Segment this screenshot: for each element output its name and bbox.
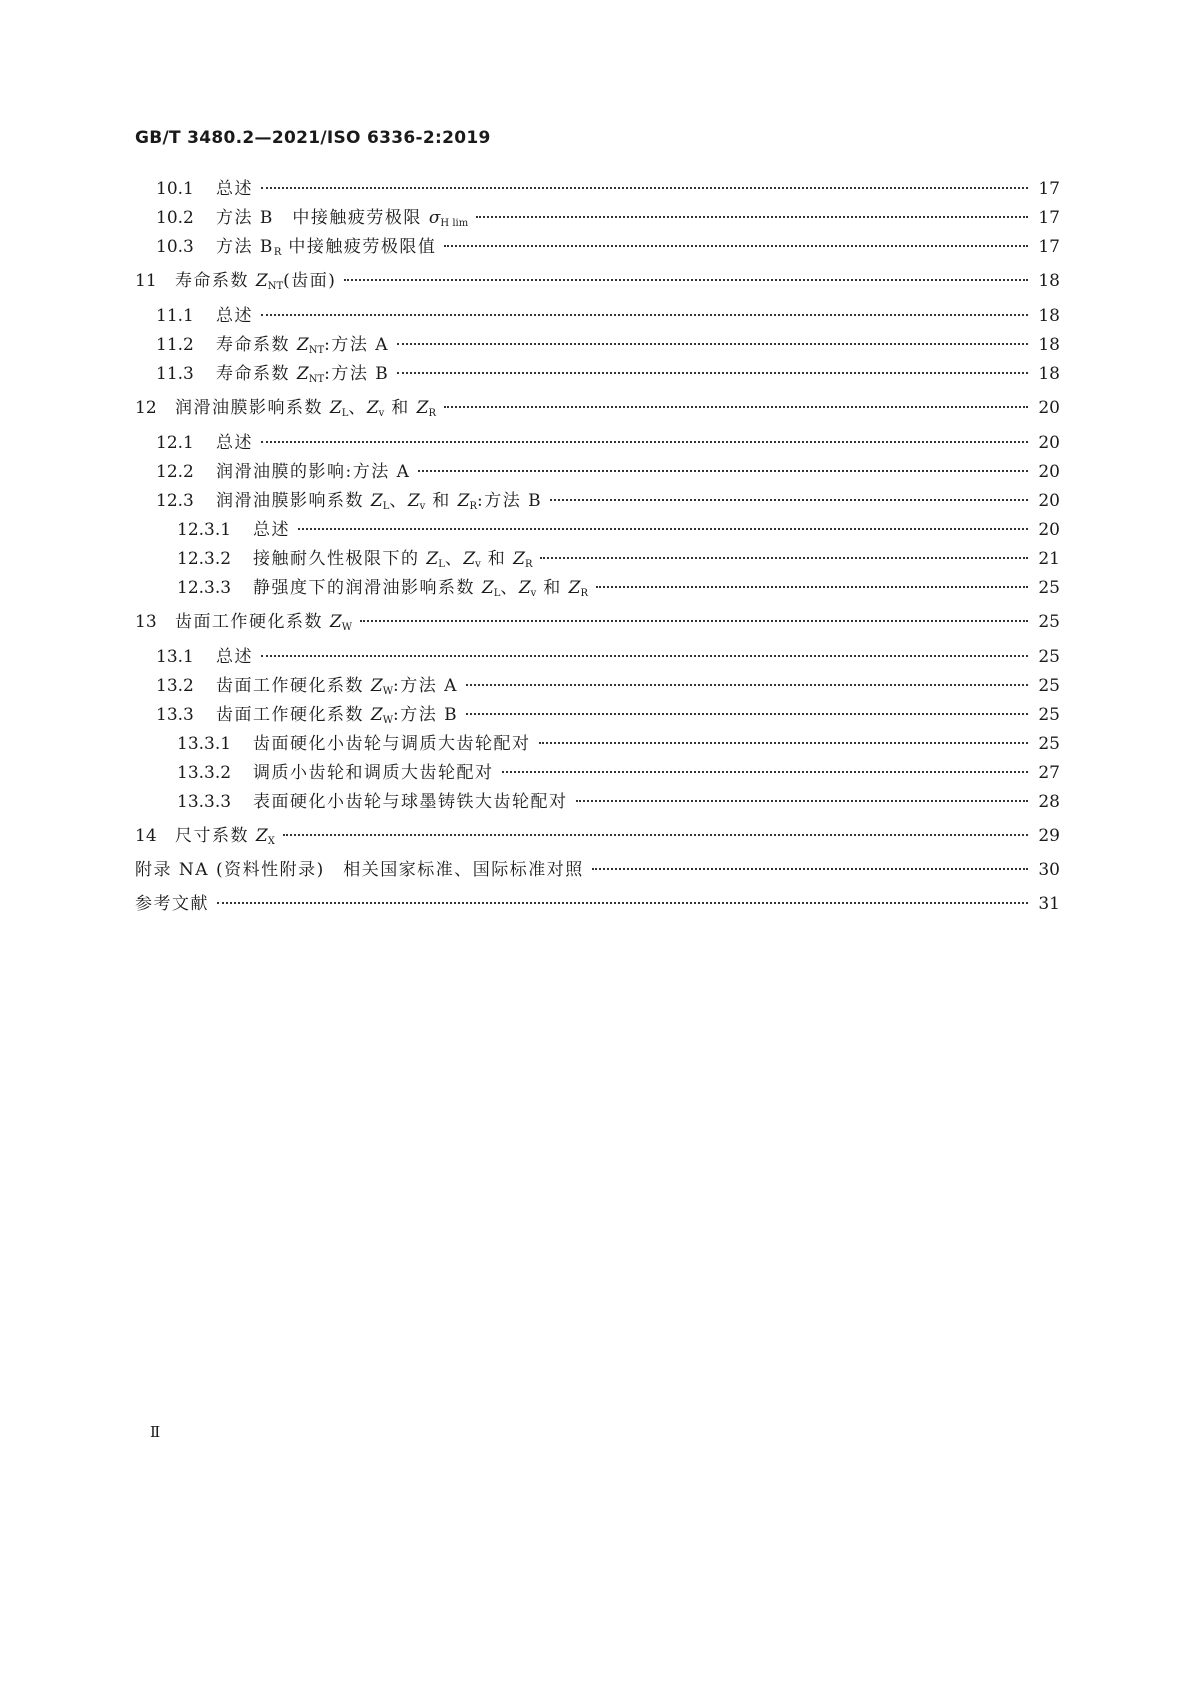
dot-leader — [397, 372, 1028, 374]
toc-page: 25 — [1038, 676, 1060, 696]
toc-number: 13.3.2 — [177, 763, 232, 783]
toc-number: 11 — [135, 271, 157, 291]
toc-page: 20 — [1038, 398, 1060, 418]
toc-title: 齿面工作硬化系数 $Z_W$:方法 B — [216, 705, 459, 726]
toc-number: 11.2 — [156, 335, 194, 355]
toc-entry[interactable] — [135, 490, 1060, 512]
toc-title: 方法 $B_R$ 中接触疲劳极限值 — [216, 237, 437, 258]
toc-entry[interactable] — [135, 548, 1060, 570]
toc-entry[interactable] — [135, 762, 1060, 784]
toc-page: 17 — [1038, 179, 1060, 199]
toc-entry[interactable] — [135, 893, 1060, 915]
toc-title: 齿面工作硬化系数 $Z_W$:方法 A — [216, 676, 458, 697]
dot-leader — [298, 528, 1028, 530]
dot-leader — [539, 742, 1029, 744]
toc-entry[interactable] — [135, 825, 1060, 847]
toc-page: 21 — [1038, 549, 1060, 569]
toc-page: 25 — [1038, 612, 1060, 632]
toc-number: 11.1 — [156, 306, 194, 326]
toc-title: 润滑油膜的影响:方法 A — [216, 462, 411, 482]
dot-leader — [444, 406, 1028, 408]
dot-leader — [540, 557, 1028, 559]
toc-page: 20 — [1038, 520, 1060, 540]
dot-leader — [261, 187, 1028, 189]
toc-title: 调质小齿轮和调质大齿轮配对 — [253, 763, 494, 783]
dot-leader — [596, 586, 1028, 588]
toc-page: 25 — [1038, 647, 1060, 667]
toc-number: 12.3.3 — [177, 578, 232, 598]
page-number: Ⅱ — [150, 1423, 161, 1441]
dot-leader — [550, 499, 1028, 501]
toc-page: 31 — [1038, 894, 1060, 914]
toc-page: 18 — [1038, 364, 1060, 384]
toc-entry[interactable] — [135, 646, 1060, 668]
toc-page: 20 — [1038, 491, 1060, 511]
toc-page: 17 — [1038, 237, 1060, 257]
toc-number: 10.3 — [156, 237, 194, 257]
toc-number: 12.1 — [156, 433, 194, 453]
toc-title: 润滑油膜影响系数 $Z_L$、$Z_v$ 和 $Z_R$:方法 B — [216, 491, 543, 512]
toc-page: 18 — [1038, 335, 1060, 355]
toc-title: 总述 — [216, 647, 253, 667]
toc-entry[interactable] — [135, 363, 1060, 385]
toc-number: 13.3 — [156, 705, 194, 725]
dot-leader — [466, 684, 1028, 686]
toc-page: 30 — [1038, 860, 1060, 880]
dot-leader — [502, 771, 1029, 773]
toc-title: 寿命系数 $Z_{NT}$:方法 A — [216, 335, 390, 356]
toc-number: 13.1 — [156, 647, 194, 667]
toc-title: 寿命系数 $Z_{NT}$:方法 B — [216, 364, 390, 385]
toc-number: 11.3 — [156, 364, 194, 384]
toc-title: 总述 — [216, 306, 253, 326]
dot-leader — [576, 800, 1029, 802]
dot-leader — [592, 868, 1028, 870]
toc-title: 附录 NA (资料性附录) 相关国家标准、国际标准对照 — [135, 860, 584, 880]
toc-number: 13.2 — [156, 676, 194, 696]
toc-page: 27 — [1038, 763, 1060, 783]
toc-entry[interactable] — [135, 270, 1060, 292]
toc-title: 总述 — [216, 179, 253, 199]
toc-page: 29 — [1038, 826, 1060, 846]
dot-leader — [261, 441, 1028, 443]
toc-entry[interactable] — [135, 611, 1060, 633]
toc-page: 25 — [1038, 734, 1060, 754]
toc-entry[interactable] — [135, 461, 1060, 483]
toc-number: 12.3.1 — [177, 520, 232, 540]
dot-leader — [476, 216, 1028, 218]
toc-number: 12.2 — [156, 462, 194, 482]
toc-page: 20 — [1038, 462, 1060, 482]
toc-title: 总述 — [216, 433, 253, 453]
toc-entry[interactable] — [135, 675, 1060, 697]
dot-leader — [344, 279, 1028, 281]
toc-entry[interactable] — [135, 207, 1060, 229]
toc-page: 25 — [1038, 578, 1060, 598]
toc-page: 18 — [1038, 306, 1060, 326]
toc-title: 静强度下的润滑油影响系数 $Z_L$、$Z_v$ 和 $Z_R$ — [253, 578, 588, 599]
toc-title: 寿命系数 $Z_{NT}$(齿面) — [175, 271, 337, 292]
toc-title: 参考文献 — [135, 894, 209, 914]
toc-entry[interactable] — [135, 432, 1060, 454]
dot-leader — [466, 713, 1028, 715]
dot-leader — [283, 834, 1028, 836]
dot-leader — [261, 655, 1028, 657]
toc-entry[interactable] — [135, 859, 1060, 881]
toc-number: 13 — [135, 612, 157, 632]
toc-title: 方法 B 中接触疲劳极限 $\sigma_{H lim}$ — [216, 208, 469, 229]
toc-page: 17 — [1038, 208, 1060, 228]
toc-number: 13.3.1 — [177, 734, 232, 754]
toc-page: 18 — [1038, 271, 1060, 291]
dot-leader — [217, 902, 1028, 904]
toc-page: 25 — [1038, 705, 1060, 725]
document-id: GB/T 3480.2—2021/ISO 6336-2:2019 — [135, 128, 491, 148]
dot-leader — [261, 314, 1028, 316]
dot-leader — [444, 245, 1028, 247]
toc-title: 齿面硬化小齿轮与调质大齿轮配对 — [253, 734, 531, 754]
toc-entry[interactable] — [135, 704, 1060, 726]
toc-title: 表面硬化小齿轮与球墨铸铁大齿轮配对 — [253, 792, 568, 812]
toc-number: 12.3 — [156, 491, 194, 511]
dot-leader — [418, 470, 1028, 472]
dot-leader — [397, 343, 1028, 345]
toc-title: 总述 — [253, 520, 290, 540]
toc-number: 10.1 — [156, 179, 194, 199]
toc-entry[interactable] — [135, 178, 1060, 200]
toc-number: 13.3.3 — [177, 792, 232, 812]
toc-entry[interactable] — [135, 791, 1060, 813]
toc-entry[interactable] — [135, 236, 1060, 258]
toc-number: 12.3.2 — [177, 549, 232, 569]
toc-page: 28 — [1038, 792, 1060, 812]
toc-page: 20 — [1038, 433, 1060, 453]
toc-number: 10.2 — [156, 208, 194, 228]
toc-entry[interactable] — [135, 334, 1060, 356]
toc-number: 14 — [135, 826, 157, 846]
toc-title: 接触耐久性极限下的 $Z_L$、$Z_v$ 和 $Z_R$ — [253, 549, 533, 570]
toc-entry[interactable] — [135, 305, 1060, 327]
toc-entry[interactable] — [135, 577, 1060, 599]
toc-title: 尺寸系数 $Z_X$ — [175, 826, 275, 847]
toc-title: 齿面工作硬化系数 $Z_W$ — [175, 612, 352, 633]
dot-leader — [360, 620, 1028, 622]
toc-number: 12 — [135, 398, 157, 418]
toc-entry[interactable] — [135, 397, 1060, 419]
toc-title: 润滑油膜影响系数 $Z_L$、$Z_v$ 和 $Z_R$ — [175, 398, 436, 419]
toc-entry[interactable] — [135, 733, 1060, 755]
toc-entry[interactable] — [135, 519, 1060, 541]
